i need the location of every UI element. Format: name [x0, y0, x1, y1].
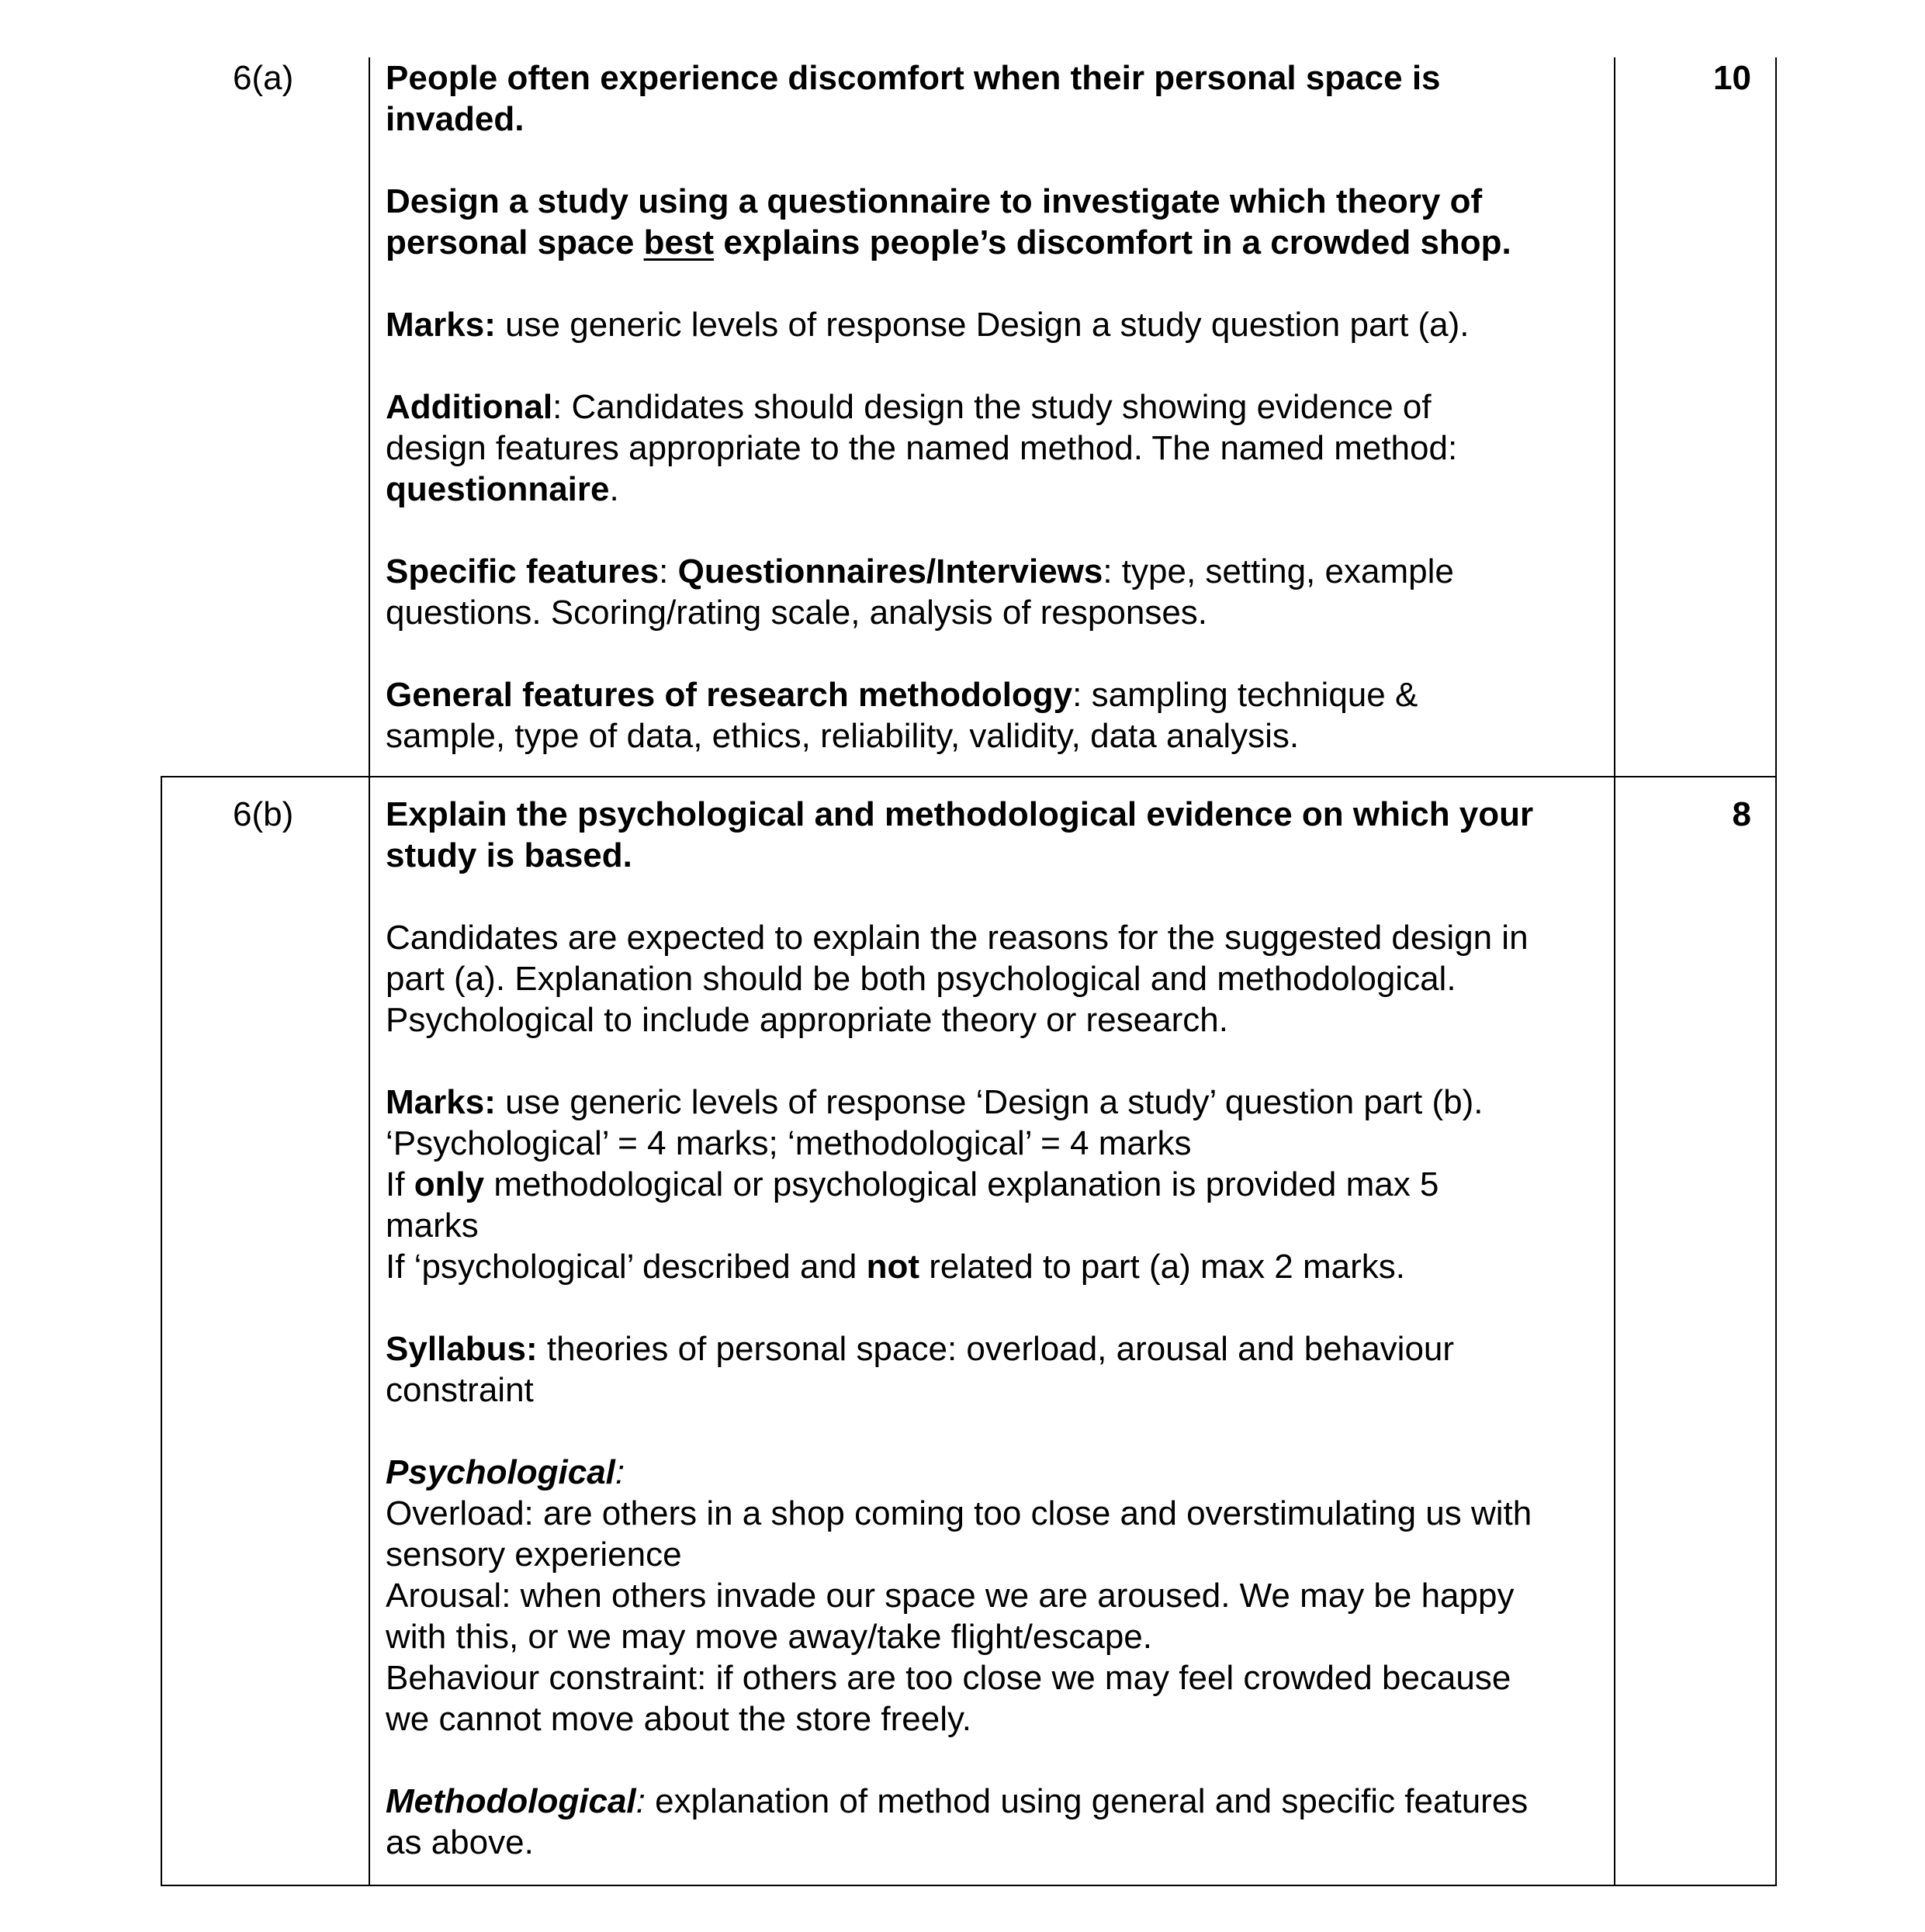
table-left-border: [161, 776, 162, 1885]
marks-line: [386, 1082, 1596, 1123]
intro-line: Candidates are expected to explain the reasons for the suggested design in: [386, 919, 1529, 957]
methodological-label: Methodological: [386, 1782, 636, 1820]
task-text: personal space: [386, 223, 644, 261]
question-6b-prompt: [386, 794, 1596, 876]
intro-guidance-6b: [386, 917, 1596, 1040]
marks-6a: 10: [1713, 59, 1751, 97]
specific-label: Specific features: [386, 552, 660, 590]
specific-line: [386, 551, 1596, 592]
marks-label: Marks:: [386, 1083, 496, 1121]
psychological-colon: :: [615, 1453, 625, 1491]
specific-text: :: [659, 552, 678, 590]
specific-line: questions. Scoring/rating scale, analysis of responses.: [386, 594, 1208, 632]
psychological-line: we cannot move about the store freely.: [386, 1700, 971, 1738]
prompt-line: study is based.: [386, 836, 632, 874]
general-line: [386, 674, 1596, 715]
marks-text: If ‘psychological’ described and: [386, 1248, 867, 1286]
specific-text: : type, setting, example: [1103, 552, 1454, 590]
psychological-line: Behaviour constraint: if others are too close we may feel crowded because: [386, 1659, 1511, 1697]
methodological-line: [386, 1781, 1596, 1822]
methodological-line: as above.: [386, 1823, 534, 1861]
marks-guidance-6b: [386, 1082, 1596, 1287]
marks-text: use generic levels of response Design a study question part (a).: [495, 306, 1470, 344]
task-line: Design a study using a questionnaire to investigate which theory of: [386, 182, 1483, 220]
marks-line: ‘Psychological’ = 4 marks; ‘methodological’ = 4 marks: [386, 1124, 1192, 1162]
syllabus-label: Syllabus:: [386, 1330, 538, 1368]
question-6a-task: [386, 181, 1596, 263]
psychological-line: Overload: are others in a shop coming too close and overstimulating us with: [386, 1494, 1532, 1532]
marks-line: [386, 1164, 1596, 1205]
prompt-line: People often experience discomfort when their personal space is: [386, 59, 1441, 97]
marks-line: [386, 1246, 1596, 1287]
table-row-divider: [161, 776, 1777, 777]
syllabus-line: constraint: [386, 1371, 534, 1409]
intro-line: part (a). Explanation should be both psychological and methodological.: [386, 960, 1456, 998]
prompt-line: invaded.: [386, 100, 525, 138]
task-text: explains people’s discomfort in a crowded shop.: [714, 223, 1511, 261]
psychological-line: Arousal: when others invade our space we are aroused. We may be happy: [386, 1577, 1515, 1615]
marks-emphasis-not: not: [866, 1248, 920, 1286]
intro-line: Psychological to include appropriate theory or research.: [386, 1001, 1228, 1039]
additional-line: design features appropriate to the named method. The named method:: [386, 429, 1458, 467]
specific-features-6a: [386, 551, 1596, 633]
marks-line: marks: [386, 1207, 479, 1245]
marks-6b: 8: [1732, 795, 1751, 833]
marks-text: If: [386, 1165, 414, 1203]
additional-guidance-6a: [386, 386, 1596, 510]
general-line: sample, type of data, ethics, reliability, validity, data analysis.: [386, 717, 1300, 755]
additional-line: [386, 469, 1596, 510]
question-number-6a: 6(a): [233, 59, 294, 97]
marks-emphasis-only: only: [414, 1165, 485, 1203]
syllabus-line: [386, 1328, 1596, 1369]
additional-label: Additional: [386, 388, 553, 426]
marks-text: related to part (a) max 2 marks.: [919, 1248, 1406, 1286]
general-label: General features of research methodology: [386, 676, 1073, 714]
methodological-text: explanation of method using general and specific features: [645, 1782, 1529, 1820]
table-column-divider-2: [1614, 57, 1615, 1885]
task-line: [386, 222, 1596, 263]
marks-text: use generic levels of response ‘Design a study’ question part (b).: [495, 1083, 1484, 1121]
psychological-line: with this, or we may move away/take flight/escape.: [386, 1618, 1152, 1656]
psychological-heading: [386, 1452, 1596, 1493]
additional-line: [386, 386, 1596, 428]
methodological-6b: [386, 1781, 1596, 1863]
specific-sublabel: Questionnaires/Interviews: [677, 552, 1103, 590]
question-number-6b: 6(b): [233, 795, 294, 833]
table-right-border: [1775, 57, 1777, 1885]
question-6b-body: [386, 794, 1596, 1863]
additional-text: .: [609, 470, 619, 508]
syllabus-6b: [386, 1328, 1596, 1411]
additional-text: : Candidates should design the study showing evidence of: [552, 388, 1432, 426]
question-6a-prompt: [386, 57, 1596, 140]
marks-line: [386, 304, 1596, 345]
psychological-6b: [386, 1452, 1596, 1740]
prompt-line: Explain the psychological and methodological evidence on which your: [386, 795, 1534, 833]
marks-text: methodological or psychological explanation is provided max 5: [484, 1165, 1439, 1203]
psychological-line: sensory experience: [386, 1536, 682, 1574]
named-method: questionnaire: [386, 470, 610, 508]
psychological-label: Psychological: [386, 1453, 615, 1491]
question-6a-body: [386, 57, 1596, 757]
task-emphasis-best: best: [643, 223, 715, 261]
marks-guidance-6a: [386, 304, 1596, 345]
general-text: : sampling technique &: [1072, 676, 1418, 714]
syllabus-text: theories of personal space: overload, arousal and behaviour: [537, 1330, 1455, 1368]
general-features-6a: [386, 674, 1596, 757]
table-bottom-border: [161, 1885, 1777, 1886]
methodological-colon: :: [635, 1782, 646, 1820]
table-column-divider-1: [369, 57, 370, 1885]
marks-label: Marks:: [386, 306, 496, 344]
